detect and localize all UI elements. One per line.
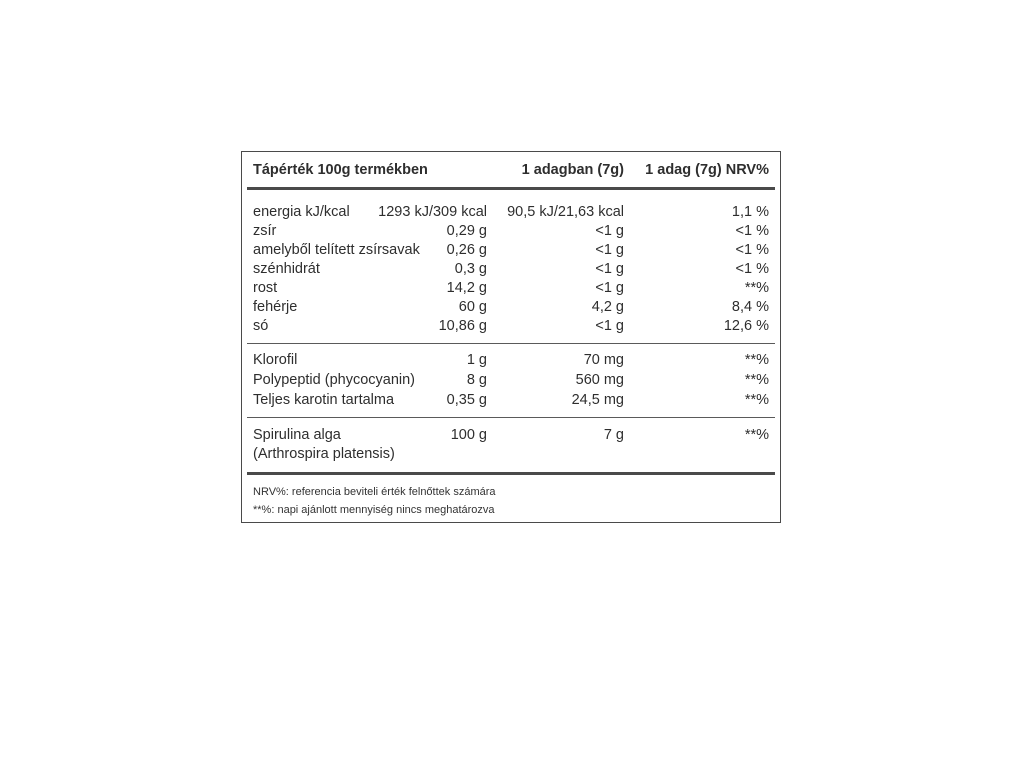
table-row bbox=[242, 445, 780, 464]
row-name: rost bbox=[253, 280, 278, 296]
row-per100: 0,3 g bbox=[454, 261, 487, 277]
section-divider bbox=[247, 343, 775, 344]
row-per100: 1 g bbox=[466, 352, 487, 368]
row-serving: 7 g bbox=[603, 427, 624, 443]
section-divider bbox=[247, 417, 775, 418]
header-divider bbox=[247, 187, 775, 190]
row-name: Teljes karotin tartalma bbox=[253, 392, 395, 408]
row-name: amelyből telített zsírsavak bbox=[253, 242, 420, 258]
table-row bbox=[242, 351, 780, 370]
table-row bbox=[242, 222, 780, 241]
header-per100: Tápérték 100g termékben bbox=[253, 162, 428, 178]
row-serving: 24,5 mg bbox=[571, 392, 624, 408]
table-row bbox=[242, 317, 780, 336]
row-name: energia kJ/kcal bbox=[253, 204, 350, 220]
row-nrv: 8,4 % bbox=[731, 299, 769, 315]
row-name: Klorofil bbox=[253, 352, 298, 368]
row-nrv: **% bbox=[744, 392, 769, 408]
table-row bbox=[242, 371, 780, 390]
row-per100: 8 g bbox=[466, 372, 487, 388]
row-serving: <1 g bbox=[595, 280, 624, 296]
row-nrv: <1 % bbox=[735, 242, 769, 258]
row-serving: <1 g bbox=[595, 242, 624, 258]
footnote-stars: **%: napi ajánlott mennyiség nincs meghatározva bbox=[253, 504, 495, 516]
ingredient-latin-name: (Arthrospira platensis) bbox=[253, 446, 395, 462]
table-row bbox=[242, 203, 780, 222]
row-nrv: **% bbox=[744, 280, 769, 296]
row-serving: 90,5 kJ/21,63 kcal bbox=[507, 204, 624, 220]
row-serving: 4,2 g bbox=[591, 299, 624, 315]
row-name: zsír bbox=[253, 223, 277, 239]
table-row bbox=[242, 260, 780, 279]
table-row bbox=[242, 279, 780, 298]
row-serving: <1 g bbox=[595, 261, 624, 277]
row-nrv: **% bbox=[744, 372, 769, 388]
table-row bbox=[242, 391, 780, 410]
footer-divider bbox=[247, 472, 775, 475]
row-serving: 560 mg bbox=[575, 372, 624, 388]
row-per100: 0,35 g bbox=[446, 392, 487, 408]
row-serving: <1 g bbox=[595, 318, 624, 334]
nutrition-label bbox=[241, 151, 781, 523]
table-row bbox=[242, 426, 780, 445]
row-serving: 70 mg bbox=[583, 352, 624, 368]
table-row bbox=[242, 298, 780, 317]
row-name: só bbox=[253, 318, 269, 334]
row-per100: 0,29 g bbox=[446, 223, 487, 239]
footnote-nrv: NRV%: referencia beviteli érték felnőttek számára bbox=[253, 486, 496, 498]
header-nrv: 1 adag (7g) NRV% bbox=[645, 162, 769, 178]
row-per100: 60 g bbox=[458, 299, 487, 315]
table-row bbox=[242, 241, 780, 260]
row-nrv: **% bbox=[744, 427, 769, 443]
row-name: fehérje bbox=[253, 299, 298, 315]
row-nrv: <1 % bbox=[735, 261, 769, 277]
row-per100: 10,86 g bbox=[438, 318, 487, 334]
row-nrv: 12,6 % bbox=[723, 318, 769, 334]
row-per100: 14,2 g bbox=[446, 280, 487, 296]
row-name: Polypeptid (phycocyanin) bbox=[253, 372, 416, 388]
row-nrv: **% bbox=[744, 352, 769, 368]
row-serving: <1 g bbox=[595, 223, 624, 239]
ingredient-name: Spirulina alga bbox=[253, 427, 341, 443]
row-per100: 0,26 g bbox=[446, 242, 487, 258]
header-serving: 1 adagban (7g) bbox=[521, 162, 624, 178]
row-name: szénhidrát bbox=[253, 261, 320, 277]
row-nrv: 1,1 % bbox=[731, 204, 769, 220]
table-header bbox=[242, 161, 780, 180]
row-per100: 100 g bbox=[450, 427, 487, 443]
row-per100: 1293 kJ/309 kcal bbox=[378, 204, 487, 220]
row-nrv: <1 % bbox=[735, 223, 769, 239]
